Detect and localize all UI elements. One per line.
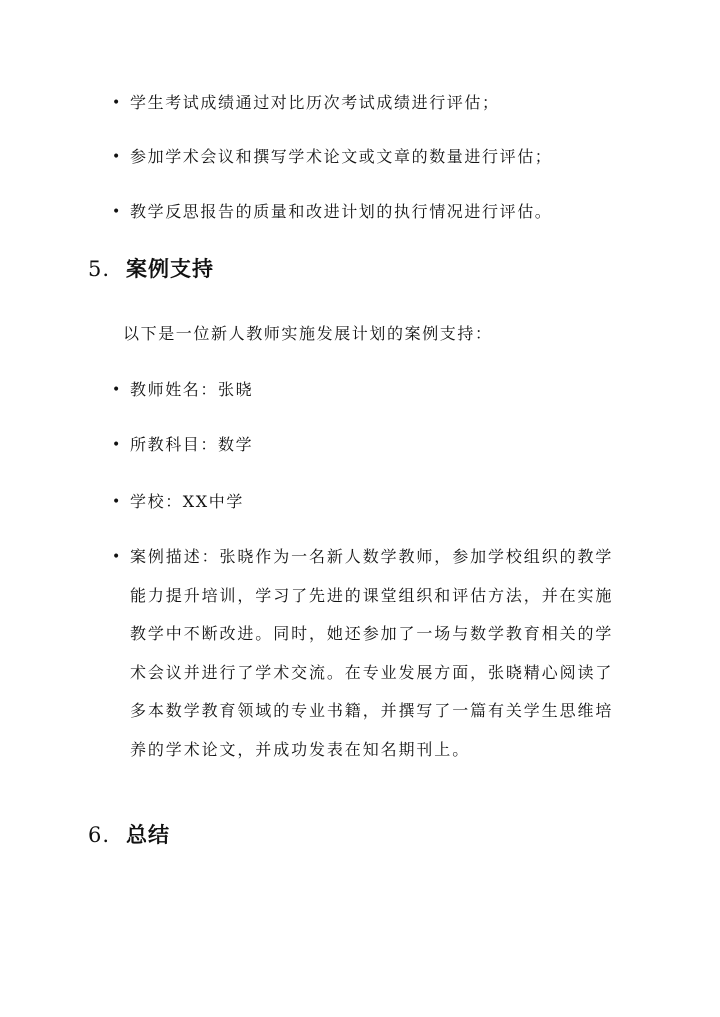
list-item-text: 教师姓名：张晓 <box>130 380 254 399</box>
section-title: 总结 <box>126 822 170 847</box>
bullet-icon: • <box>112 494 121 510</box>
list-item-text: 案例描述：张晓作为一名新人数学教师，参加学校组织的教学能力提升培训，学习了先进的课堂组织和评估方法，并在实施教学中不断改进。同时，她还参加了一场与数学教育相关的学术会议并进行了学术交流。在专业发展方面，张晓精心阅读了多本数学教育领域的专业书籍，并撰写了一篇有关学生思维培养的学术论文，并成功发表在知名期刊上。 <box>130 547 614 759</box>
list-item <box>112 84 620 122</box>
list-item <box>112 193 620 231</box>
bullet-icon: • <box>112 204 121 220</box>
bullet-icon: • <box>112 437 121 453</box>
bullet-icon: • <box>112 149 121 165</box>
bullet-icon: • <box>112 382 121 398</box>
list-item <box>112 426 620 464</box>
list-item <box>112 538 620 770</box>
list-item-text: 学生考试成绩通过对比历次考试成绩进行评估； <box>130 93 500 112</box>
list-item-text: 教学反思报告的质量和改进计划的执行情况进行评估。 <box>130 202 553 221</box>
section-title: 案例支持 <box>126 256 214 281</box>
list-item <box>112 371 620 409</box>
bullet-icon: • <box>112 549 121 565</box>
section-heading-summary <box>88 820 170 850</box>
list-item <box>112 483 620 521</box>
list-item-text: 学校：XX中学 <box>130 492 244 511</box>
section-number: 6. <box>88 823 111 847</box>
list-item <box>112 138 620 176</box>
section-number: 5. <box>88 257 111 281</box>
section-heading-case-support <box>88 254 214 284</box>
list-item-text: 参加学术会议和撰写学术论文或文章的数量进行评估； <box>130 147 553 166</box>
bullet-icon: • <box>112 95 121 111</box>
list-item-text: 所教科目：数学 <box>130 435 254 454</box>
intro-paragraph: 以下是一位新人教师实施发展计划的案例支持： <box>123 324 493 343</box>
